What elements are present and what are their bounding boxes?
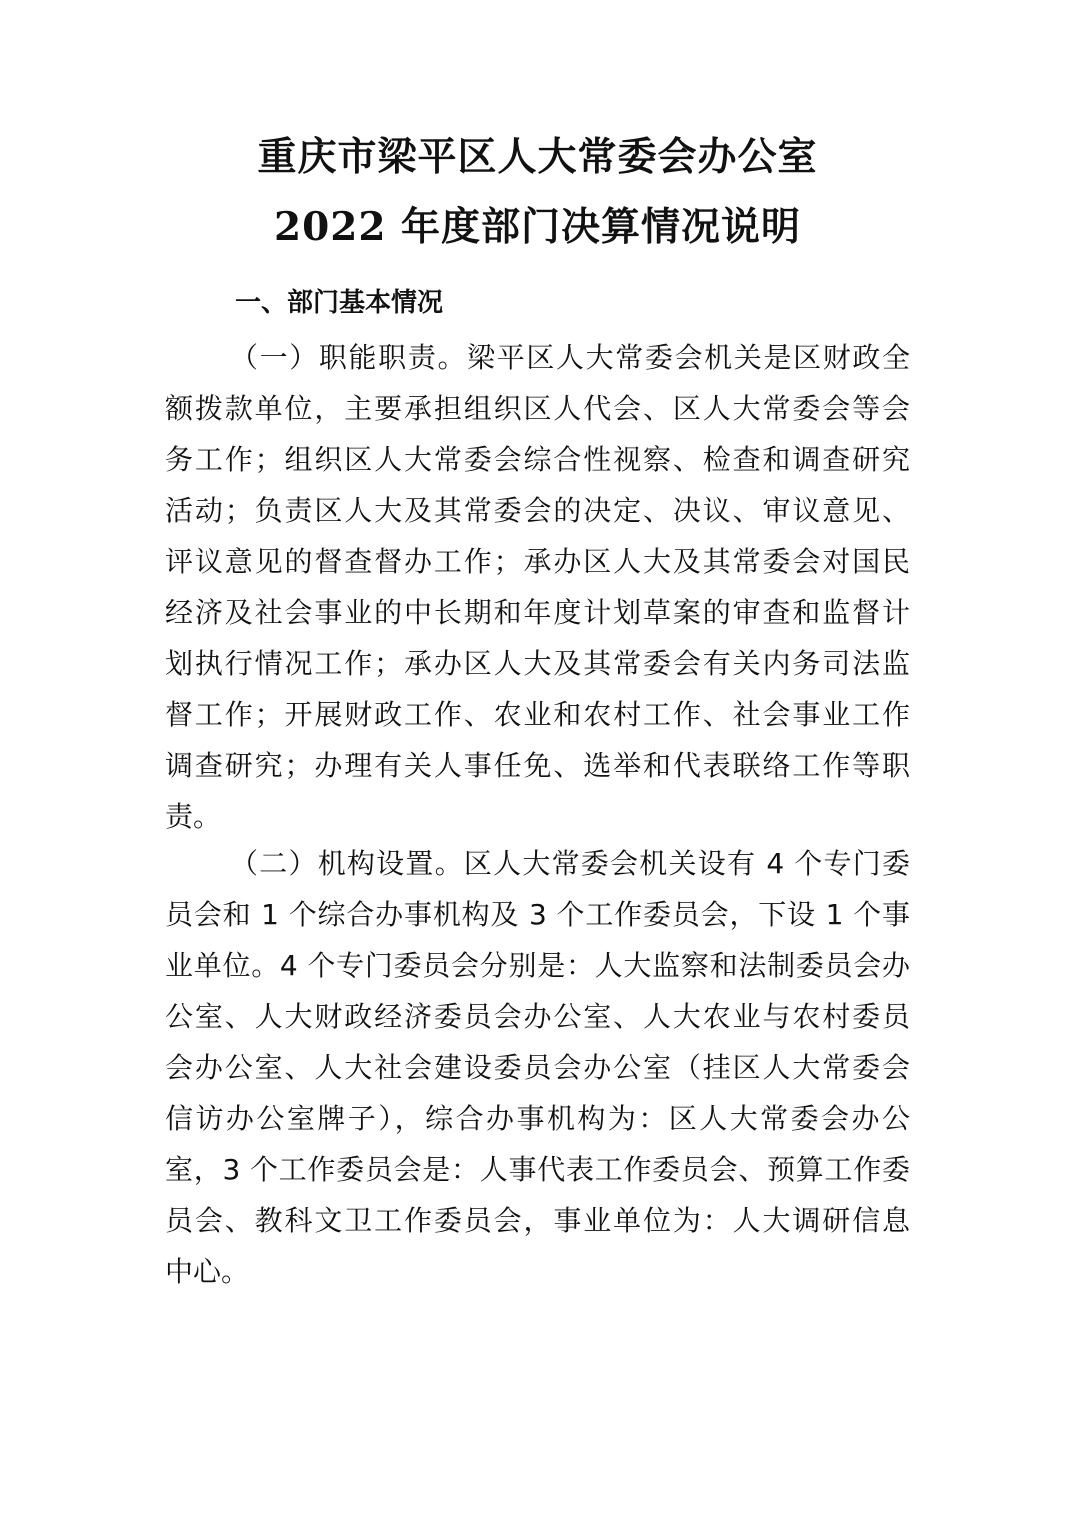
paragraph-line: 额拨款单位，主要承担组织区人代会、区人大常委会等会 bbox=[165, 392, 910, 425]
paragraph-line: 室，3 个工作委员会是：人事代表工作委员会、预算工作委 bbox=[165, 1153, 910, 1186]
paragraph-line: 业单位。4 个专门委员会分别是：人大监察和法制委员会办 bbox=[165, 949, 910, 982]
paragraph-line: 督工作；开展财政工作、农业和农村工作、社会事业工作 bbox=[165, 698, 910, 731]
paragraph-line: 公室、人大财政经济委员会办公室、人大农业与农村委员 bbox=[165, 1000, 910, 1033]
paragraph-line: 信访办公室牌子），综合办事机构为：区人大常委会办公 bbox=[165, 1102, 910, 1135]
document-title-line-1: 重庆市梁平区人大常委会办公室 bbox=[257, 134, 818, 180]
paragraph-line: 调查研究；办理有关人事任免、选举和代表联络工作等职 bbox=[165, 749, 910, 782]
paragraph-line: 务工作；组织区人大常委会综合性视察、检查和调查研究 bbox=[165, 443, 910, 476]
paragraph-line: 活动；负责区人大及其常委会的决定、决议、审议意见、 bbox=[165, 494, 910, 527]
paragraph-organization bbox=[165, 838, 910, 1297]
paragraph-line: 中心。 bbox=[165, 1255, 250, 1288]
paragraph-line: 员会、教科文卫工作委员会，事业单位为：人大调研信息 bbox=[165, 1204, 910, 1237]
paragraph-line: （二）机构设置。区人大常委会机关设有 4 个专门委 bbox=[230, 847, 910, 880]
section-heading: 一、部门基本情况 bbox=[235, 288, 444, 318]
paragraph-line: 责。 bbox=[165, 800, 222, 833]
paragraph-functions bbox=[165, 332, 910, 842]
paragraph-line: 划执行情况工作；承办区人大及其常委会有关内务司法监 bbox=[165, 647, 910, 680]
paragraph-line: 经济及社会事业的中长期和年度计划草案的审查和监督计 bbox=[165, 596, 910, 629]
document-title-line-2: 2022 年度部门决算情况说明 bbox=[273, 204, 802, 250]
paragraph-line: 员会和 1 个综合办事机构及 3 个工作委员会，下设 1 个事 bbox=[165, 898, 910, 931]
paragraph-line: （一）职能职责。梁平区人大常委会机关是区财政全 bbox=[230, 341, 910, 374]
paragraph-line: 会办公室、人大社会建设委员会办公室（挂区人大常委会 bbox=[165, 1051, 910, 1084]
paragraph-line: 评议意见的督查督办工作；承办区人大及其常委会对国民 bbox=[165, 545, 910, 578]
